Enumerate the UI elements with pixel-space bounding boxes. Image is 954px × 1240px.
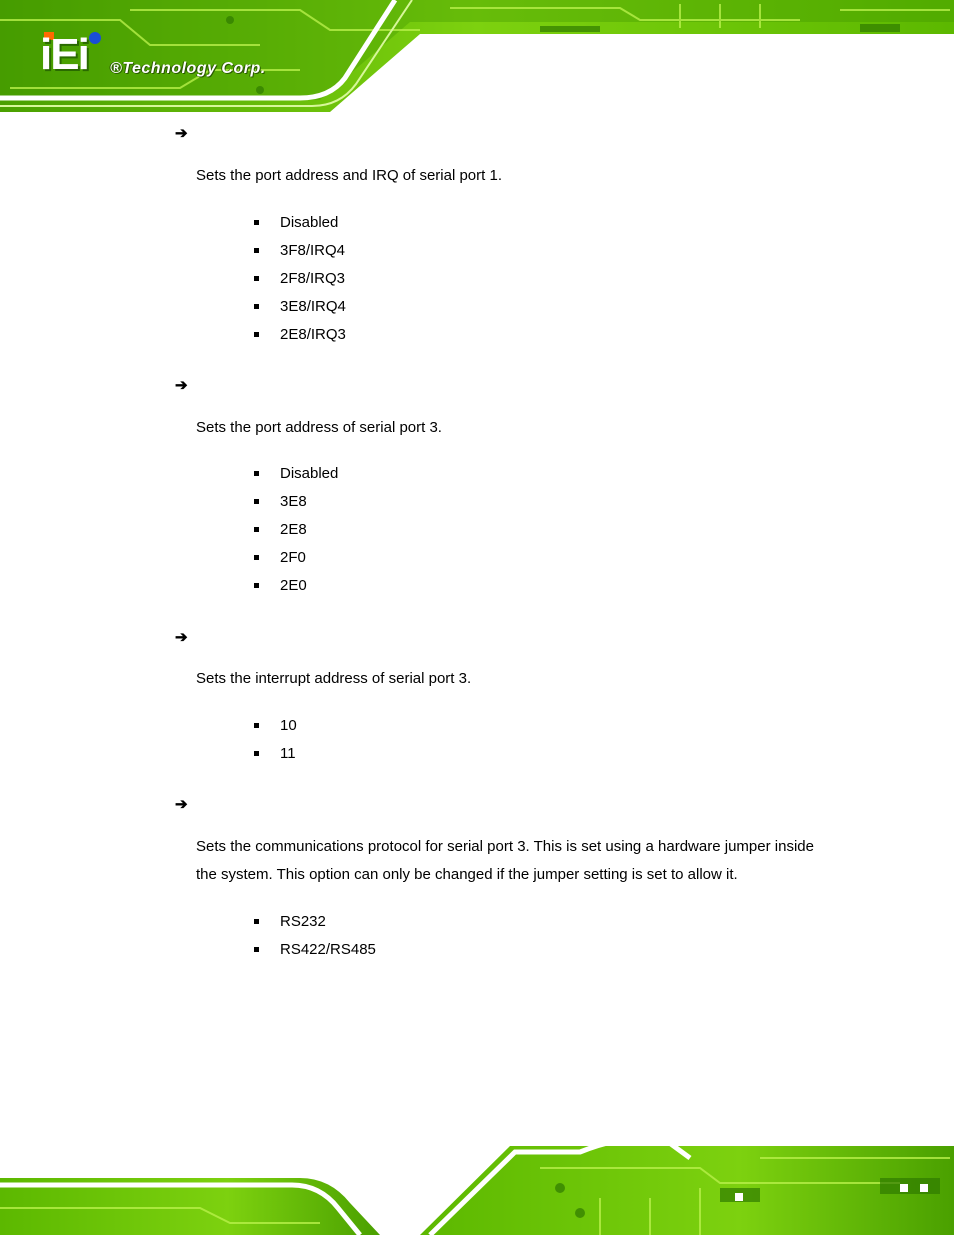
footer-banner [0,1128,954,1235]
bullet-icon [254,220,259,225]
bullet-icon [254,499,259,504]
section-description: Sets the interrupt address of serial port 3. [196,670,472,687]
pcb-footer-graphic [0,1128,954,1235]
section-description: Sets the port address and IRQ of serial port 1. [196,167,502,184]
company-name: ®Technology Corp. [110,60,266,77]
bullet-icon [254,723,259,728]
bullet-icon [254,471,259,476]
pcb-header-graphic [0,0,954,112]
bullet-icon [254,947,259,952]
bullet-icon [254,248,259,253]
bullet-icon [254,304,259,309]
arrow-icon: ➔ [175,796,188,813]
iei-logo-mark: iEi [40,30,88,79]
header-banner [0,0,954,112]
section-description: Sets the communications protocol for serial port 3. This is set using a hardware jumper inside the system. This option can only be changed if the jumper setting is set to allow it. [196,838,814,883]
bullet-icon [254,527,259,532]
bullet-icon [254,276,259,281]
bullet-icon [254,332,259,337]
arrow-icon: ➔ [175,629,188,646]
bullet-icon [254,919,259,924]
bullet-icon [254,751,259,756]
section-description: Sets the port address of serial port 3. [196,419,442,436]
arrow-icon: ➔ [175,125,188,142]
bullet-icon [254,583,259,588]
arrow-icon: ➔ [175,377,188,394]
bullet-icon [254,555,259,560]
